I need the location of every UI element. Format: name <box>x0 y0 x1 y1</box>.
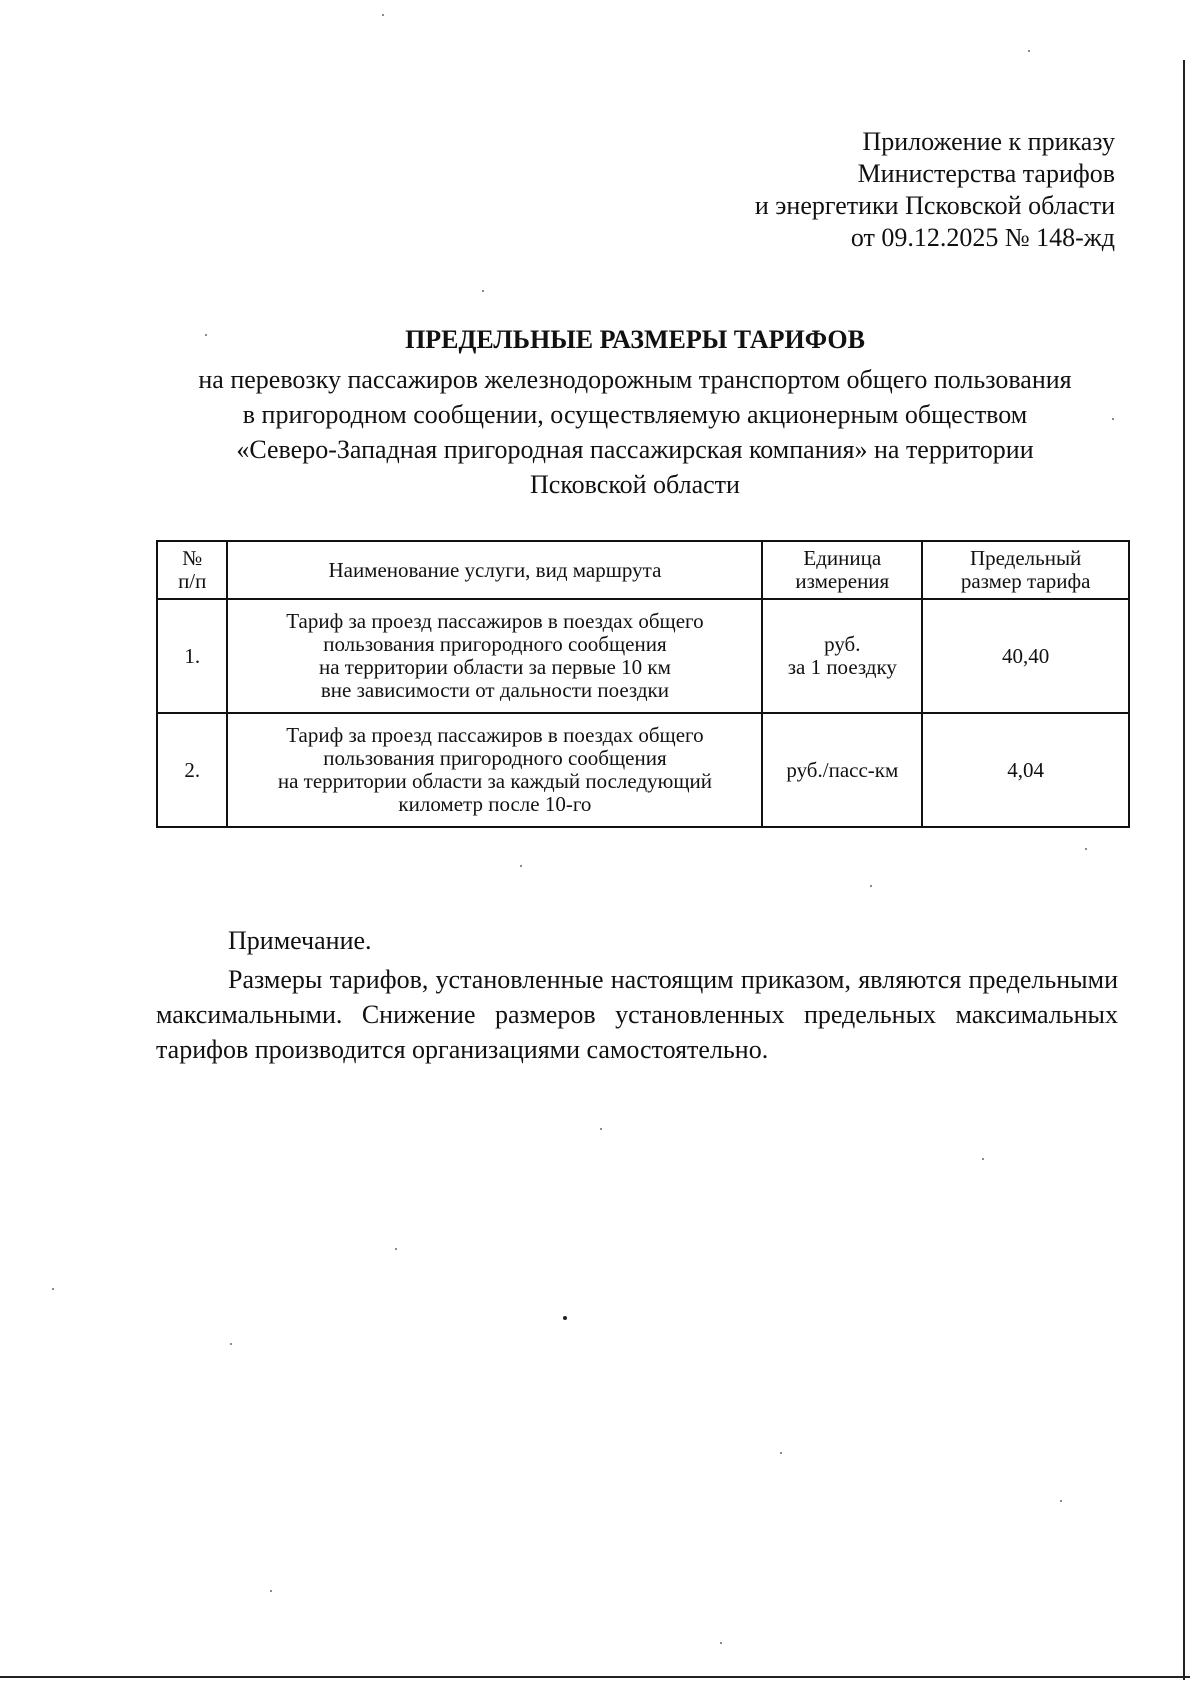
header-tariff-line1: Предельный <box>969 546 1082 570</box>
table-row <box>157 713 1129 827</box>
row-name-line: пользования пригородного сообщения <box>323 632 667 656</box>
header-unit-line2: измерения <box>795 569 890 593</box>
header-unit-line1: Единица <box>803 546 882 570</box>
scan-speck <box>1028 50 1030 52</box>
row-unit-line: за 1 поездку <box>787 655 897 679</box>
tariff-table <box>156 540 1130 828</box>
scan-speck <box>52 1288 54 1290</box>
document-title: ПРЕДЕЛЬНЫЕ РАЗМЕРЫ ТАРИФОВ <box>405 325 865 354</box>
row-name <box>227 713 762 827</box>
row-unit <box>762 713 922 827</box>
subtitle-line: Псковской области <box>530 470 740 499</box>
row-name-line: вне зависимости от дальности поездки <box>320 678 669 702</box>
note-heading: Примечание. <box>228 926 372 955</box>
header-num-line2: п/п <box>178 569 207 593</box>
scan-speck <box>1060 1500 1062 1502</box>
appendix-line: Министерства тарифов <box>857 159 1115 188</box>
row-name-line: на территории области за каждый последующий <box>277 769 712 793</box>
appendix-line: и энергетики Псковской области <box>754 191 1115 220</box>
scan-speck <box>230 1343 232 1345</box>
scan-speck <box>870 885 872 887</box>
subtitle-line: на перевозку пассажиров железнодорожным транспортом общего пользования <box>198 365 1072 394</box>
scan-edge-bottom <box>0 1676 1190 1678</box>
row-num: 1. <box>157 599 227 713</box>
scan-speck <box>1112 418 1114 420</box>
note-text: Размеры тарифов, установленные настоящим приказом, являются предельными максимальными. Снижение размеров установленных предельных максимальных тарифов производится организациями самостоятельно. <box>156 965 1118 1064</box>
scan-speck <box>482 290 484 292</box>
row-name-line: Тариф за проезд пассажиров в поездах общего <box>286 723 704 747</box>
row-unit <box>762 599 922 713</box>
subtitle-line: «Северо-Западная пригородная пассажирская компания» на территории <box>236 435 1034 464</box>
appendix-reference <box>755 126 1115 254</box>
scan-speck <box>270 1590 272 1592</box>
scan-speck <box>982 1158 984 1160</box>
row-unit-line: руб./пасс-км <box>786 757 899 782</box>
row-tariff: 4,04 <box>922 713 1129 827</box>
row-name-line: километр после 10-го <box>398 792 592 816</box>
scan-speck <box>1085 848 1087 850</box>
row-num: 2. <box>157 713 227 827</box>
row-tariff: 40,40 <box>922 599 1129 713</box>
scan-speck <box>205 334 207 336</box>
row-name-line: пользования пригородного сообщения <box>323 746 667 770</box>
scan-speck <box>780 1452 782 1454</box>
appendix-line: от 09.12.2025 № 148-жд <box>850 223 1115 252</box>
scan-edge-right <box>1183 60 1185 1680</box>
scan-speck <box>563 1316 567 1320</box>
document-subtitle <box>140 362 1130 502</box>
header-unit <box>762 541 922 599</box>
header-tariff-line2: размер тарифа <box>960 569 1091 593</box>
scan-speck <box>720 1642 722 1644</box>
subtitle-line: в пригородном сообщении, осуществляемую акционерным обществом <box>242 400 1028 429</box>
scan-speck <box>600 1128 602 1130</box>
row-name-line: на территории области за первые 10 км <box>318 655 671 679</box>
header-tariff <box>922 541 1129 599</box>
scan-speck <box>395 1248 397 1250</box>
row-unit-line: руб. <box>824 632 861 656</box>
header-num-line1: № <box>182 546 203 570</box>
table-header-row <box>157 541 1129 599</box>
appendix-line: Приложение к приказу <box>862 127 1115 156</box>
header-num <box>157 541 227 599</box>
row-name-line: Тариф за проезд пассажиров в поездах общего <box>286 609 704 633</box>
scan-speck <box>382 14 384 16</box>
row-name <box>227 599 762 713</box>
scan-speck <box>520 865 522 867</box>
header-name: Наименование услуги, вид маршрута <box>227 541 762 599</box>
table-row <box>157 599 1129 713</box>
